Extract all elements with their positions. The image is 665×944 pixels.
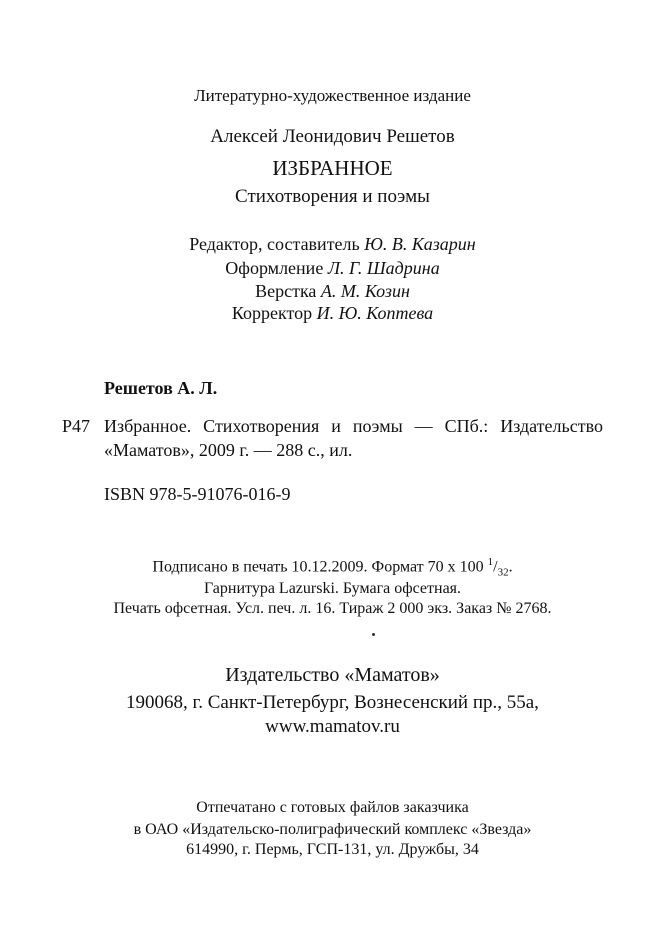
catalog-author: Решетов А. Л. [104,378,218,398]
catalog-description-line2: «Маматов», 2009 г. — 288 с., ил. [104,440,353,460]
printer-line-2: в ОАО «Издательско-полиграфический комплекс «Звезда» [133,821,532,838]
credit-layout [0,281,665,302]
catalog-code: Р47 [62,416,91,436]
publisher-website: www.mamatov.ru [265,716,400,737]
catalog-description-line1 [104,416,603,437]
credit-name: Ю. В. Казарин [364,234,476,254]
catalog-word: СПб.: [444,416,489,436]
credit-role: Корректор [231,303,313,323]
credit-editor [0,234,665,255]
imprint-line-2: Гарнитура Lazurski. Бумага офсетная. [203,580,462,597]
imprint-period: . [508,558,513,576]
isbn: ISBN 978-5-91076-016-9 [104,484,291,504]
catalog-word: Стихотворения [203,416,320,436]
format-numerator: 1 [487,556,494,568]
printer-line-1: Отпечатано с готовых файлов заказчика [196,799,469,816]
book-subtitle: Стихотворения и поэмы [235,186,430,207]
imprint-line-3: Печать офсетная. Усл. печ. л. 16. Тираж 2 000 экз. Заказ № 2768. [113,600,552,617]
credit-proofreader [0,303,665,324]
imprint-signed: Подписано в печать 10.12.2009. Формат 70 x 100 [152,558,488,576]
publisher-address: 190068, г. Санкт-Петербург, Вознесенский пр., 55а, [126,692,539,713]
catalog-word: поэмы [352,416,403,436]
book-title: ИЗБРАННОЕ [272,156,393,180]
stray-dot [372,633,375,636]
catalog-word: Издательство [500,416,603,436]
publisher-name: Издательство «Маматов» [225,664,440,686]
credit-role: Оформление [225,258,324,278]
credit-role: Верстка [255,281,317,301]
credit-name: А. М. Козин [320,281,410,301]
credit-role: Редактор, составитель [189,234,360,254]
format-denominator: 32 [497,566,509,579]
catalog-word: и [331,416,341,436]
author-full-name: Алексей Леонидович Решетов [210,126,455,147]
imprint-line-1: Подписано в печать 10.12.2009. Формат 70 x 100 $^1/_{32}$. [152,556,513,579]
credit-design [0,258,665,279]
catalog-word: Избранное. [104,416,192,436]
printer-line-3: 614990, г. Пермь, ГСП-131, ул. Дружбы, 34 [186,841,479,858]
credit-name: Л. Г. Шадрина [327,258,440,278]
credit-name: И. Ю. Коптева [316,303,434,323]
catalog-word: — [414,416,433,436]
genre-line: Литературно-художественное издание [194,86,471,105]
